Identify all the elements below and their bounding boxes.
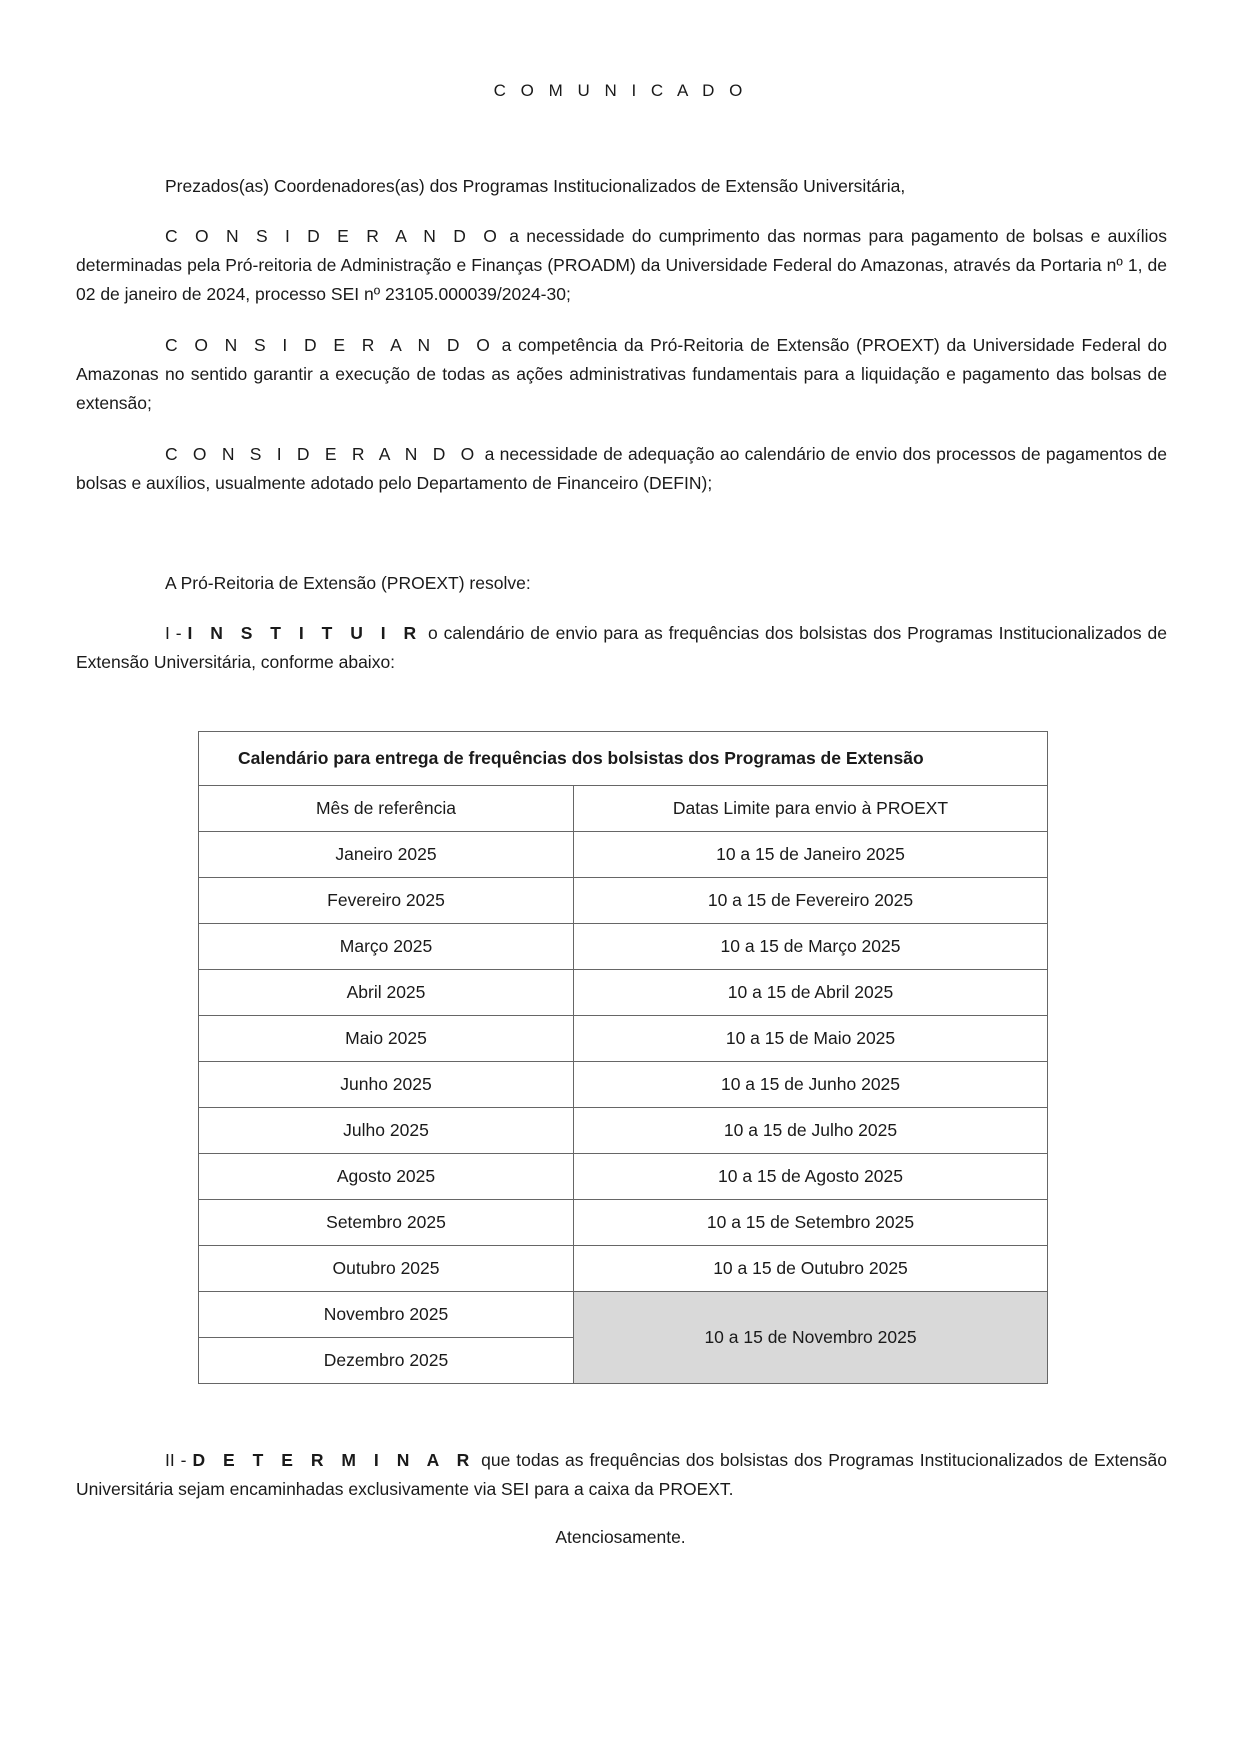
table-row <box>199 832 1048 878</box>
table-row <box>199 1292 1048 1338</box>
deadline-cell: 10 a 15 de Junho 2025 <box>574 1062 1048 1108</box>
table-caption: Calendário para entrega de frequências dos bolsistas dos Programas de Extensão <box>199 732 1048 786</box>
month-cell: Janeiro 2025 <box>199 832 574 878</box>
deadline-cell: 10 a 15 de Agosto 2025 <box>574 1154 1048 1200</box>
deadline-cell: 10 a 15 de Outubro 2025 <box>574 1246 1048 1292</box>
table-row <box>199 924 1048 970</box>
month-cell: Dezembro 2025 <box>199 1338 574 1384</box>
item-keyword: I N S T I T U I R <box>187 623 423 643</box>
item-text: o calendário de envio para as frequências dos bolsistas dos Programas Institucionalizados de Extensão Universitária, conforme abaixo: <box>76 623 1167 672</box>
consideration-2 <box>76 331 1167 418</box>
table-row <box>199 970 1048 1016</box>
table-row <box>199 1154 1048 1200</box>
month-cell: Julho 2025 <box>199 1108 574 1154</box>
consideration-text: a necessidade de adequação ao calendário de envio dos processos de pagamentos de bolsas e auxílios, usualmente adotado pelo Departamento de Financeiro (DEFIN); <box>76 444 1167 493</box>
item-1 <box>76 619 1167 677</box>
month-cell: Março 2025 <box>199 924 574 970</box>
month-cell: Maio 2025 <box>199 1016 574 1062</box>
month-cell: Junho 2025 <box>199 1062 574 1108</box>
month-cell: Setembro 2025 <box>199 1200 574 1246</box>
calendar-table <box>198 731 1048 1384</box>
table-header-row <box>199 786 1048 832</box>
deadline-cell: 10 a 15 de Setembro 2025 <box>574 1200 1048 1246</box>
document-title: C O M U N I C A D O <box>493 81 748 100</box>
deadline-cell: 10 a 15 de Abril 2025 <box>574 970 1048 1016</box>
table-caption-row <box>199 732 1048 786</box>
month-cell: Outubro 2025 <box>199 1246 574 1292</box>
deadline-cell: 10 a 15 de Fevereiro 2025 <box>574 878 1048 924</box>
consideration-keyword: C O N S I D E R A N D O <box>165 444 480 464</box>
table-row <box>199 1200 1048 1246</box>
item-text: que todas as frequências dos bolsistas dos Programas Institucionalizados de Extensão Universitária sejam encaminhadas exclusivamente via SEI para a caixa da PROEXT. <box>76 1450 1168 1499</box>
month-cell: Fevereiro 2025 <box>199 878 574 924</box>
resolve-statement: A Pró-Reitoria de Extensão (PROEXT) resolve: <box>165 573 531 593</box>
item-prefix: I - <box>165 623 188 643</box>
closing: Atenciosamente. <box>555 1527 686 1547</box>
merged-deadline-cell: 10 a 15 de Novembro 2025 <box>574 1292 1048 1384</box>
month-cell: Agosto 2025 <box>199 1154 574 1200</box>
deadline-cell: 10 a 15 de Janeiro 2025 <box>574 832 1048 878</box>
consideration-text: a competência da Pró-Reitoria de Extensão (PROEXT) da Universidade Federal do Amazonas no sentido garantir a execução de todas as ações administrativas fundamentais para a liquidação e pagamento das bolsas de extensão; <box>76 335 1168 413</box>
consideration-text: a necessidade do cumprimento das normas para pagamento de bolsas e auxílios determinadas pela Pró-reitoria de Administração e Finanças (PROADM) da Universidade Federal do Amazonas, através da Portaria nº 1, de 02 de janeiro de 2024, processo SEI nº 23105.000039/2024-30; <box>76 226 1167 304</box>
column-header-deadline: Datas Limite para envio à PROEXT <box>574 786 1048 832</box>
table-row <box>199 1062 1048 1108</box>
consideration-3 <box>76 440 1167 498</box>
consideration-keyword: C O N S I D E R A N D O <box>165 226 502 246</box>
deadline-cell: 10 a 15 de Julho 2025 <box>574 1108 1048 1154</box>
salutation: Prezados(as) Coordenadores(as) dos Programas Institucionalizados de Extensão Universitária, <box>165 176 906 196</box>
month-cell: Abril 2025 <box>199 970 574 1016</box>
table-row <box>199 1016 1048 1062</box>
item-prefix: II - <box>165 1450 193 1470</box>
consideration-1 <box>76 222 1167 309</box>
consideration-keyword: C O N S I D E R A N D O <box>165 335 495 355</box>
table-row <box>199 1108 1048 1154</box>
deadline-cell: 10 a 15 de Maio 2025 <box>574 1016 1048 1062</box>
table-row <box>199 1246 1048 1292</box>
item-2 <box>76 1446 1167 1504</box>
table-row <box>199 878 1048 924</box>
month-cell: Novembro 2025 <box>199 1292 574 1338</box>
item-keyword: D E T E R M I N A R <box>192 1450 476 1470</box>
deadline-cell: 10 a 15 de Março 2025 <box>574 924 1048 970</box>
column-header-month: Mês de referência <box>199 786 574 832</box>
